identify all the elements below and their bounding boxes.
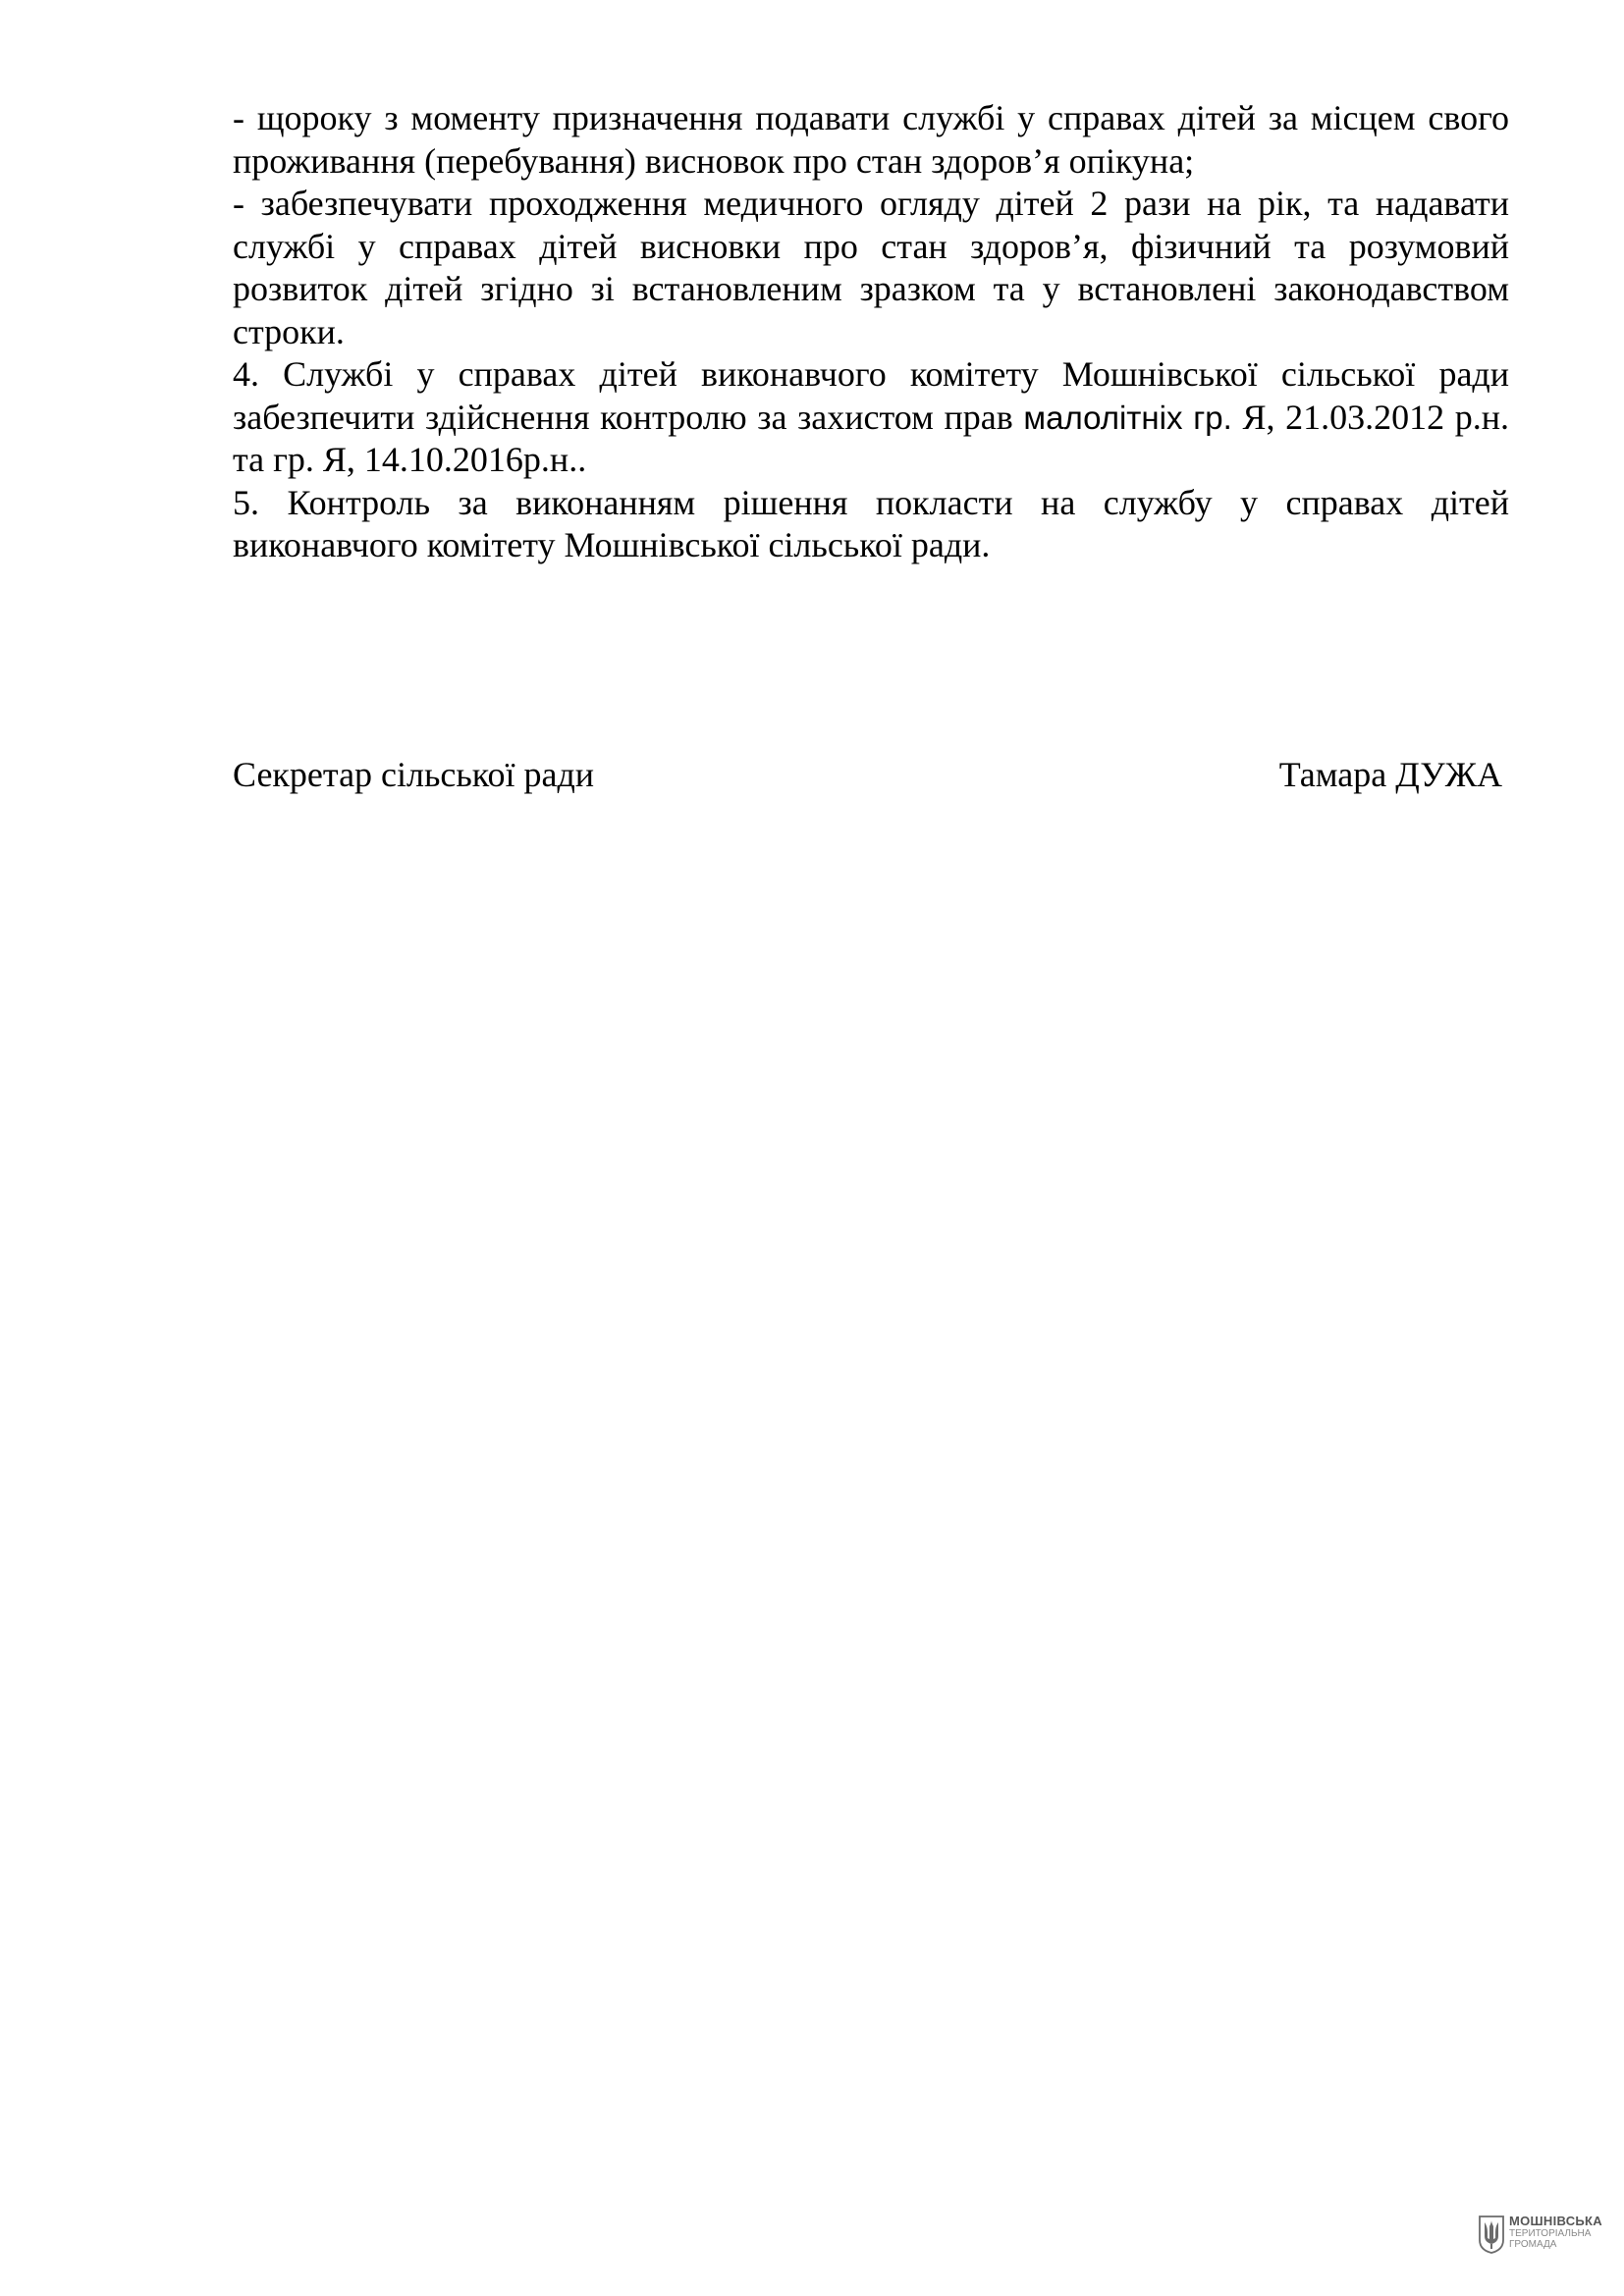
signature-block [233,754,1502,797]
trident-coat-of-arms-icon [1478,2215,1505,2254]
signature-name: Тамара ДУЖА [1278,755,1502,794]
paragraph-item-4-text-start: 4. Службі у справах дітей виконавчого комітету Мошнівської сільської ради забезпечити здійснення контролю за захистом прав [233,354,1509,437]
paragraph-health-report: - щороку з моменту призначення подавати службі у справах дітей за місцем свого проживання (перебування) висновок про стан здоров’я опікуна; [233,98,1509,181]
paragraph-item-4 [233,353,1509,482]
footer-logo [1478,2215,1615,2254]
paragraph-item-4-sans-fragment: малолітніх гр. [1023,399,1232,436]
paragraph-item-5: 5. Контроль за виконанням рішення покласти на службу у справах дітей виконавчого комітету Мошнівської сільської ради. [233,482,1509,564]
paragraph-medical-exam: - забезпечувати проходження медичного огляду дітей 2 рази на рік, та надавати службі у справах дітей висновки про стан здоров’я, фізичний та розумовий розвиток дітей згідно зі встановленим зразком та у встановлені законодавством строки. [233,184,1509,351]
logo-subtitle-line2: ГРОМАДА [1509,2239,1557,2250]
paragraph-item-4-text-end: Я, 21.03.2012 р.н. та гр. Я, 14.10.2016р.н.. [233,397,1510,479]
logo-subtitle-line1: ТЕРИТОРІАЛЬНА [1509,2228,1592,2239]
signature-role: Секретар сільської ради [233,755,595,794]
logo-title: МОШНІВСЬКА [1509,2214,1602,2228]
document-body [233,97,1509,567]
